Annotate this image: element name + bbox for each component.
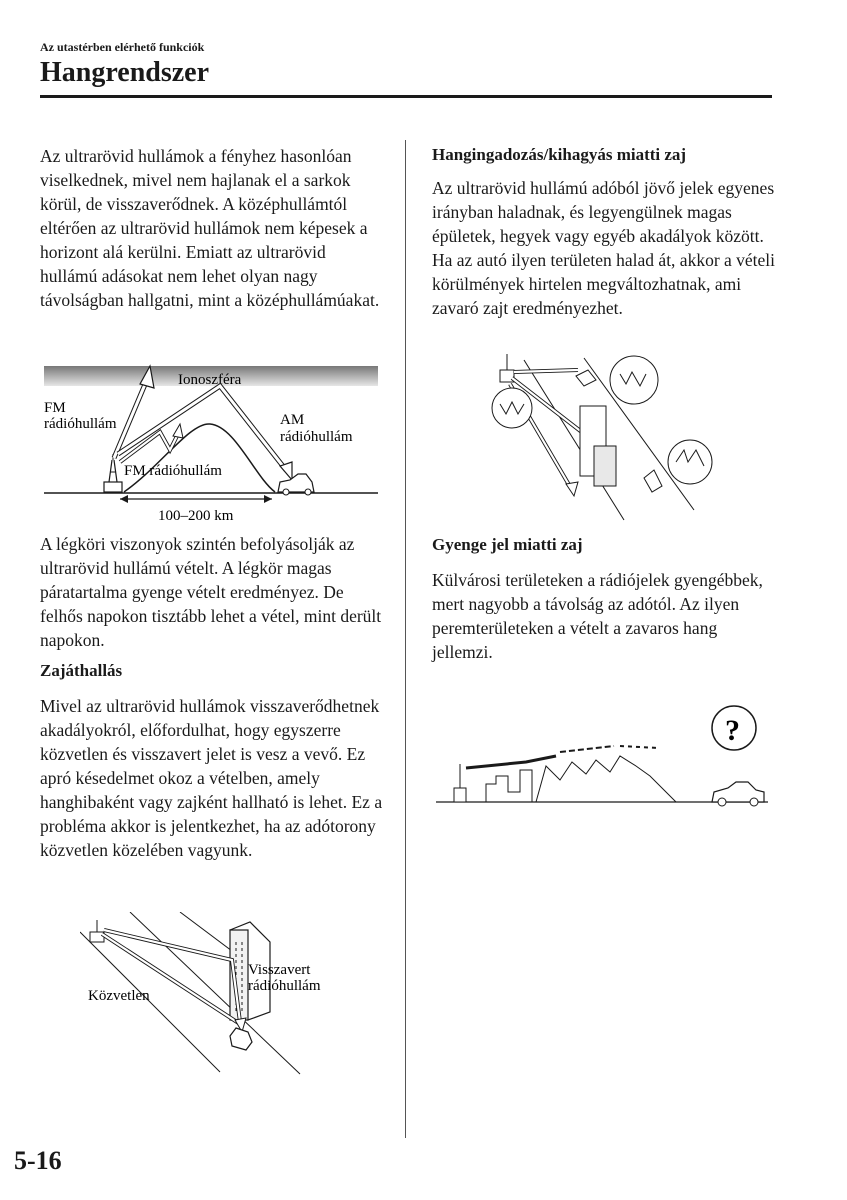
section-label: Az utastérben elérhető funkciók bbox=[40, 40, 205, 54]
question-mark: ? bbox=[725, 714, 740, 747]
noise-bubble-icon-2 bbox=[492, 388, 532, 428]
car-icon bbox=[230, 1028, 252, 1050]
am-wave-label-line1: AM bbox=[280, 412, 305, 428]
intro-paragraph: Az ultrarövid hullámok a fényhez hasonlóan viselkednek, mivel nem hajlanak el a sarkok körül, de visszaverődnek. A középhullámtól eltérően az ultrarövid hullámok nem képesek a horizont alá kerülni. Emiatt az ultrarövid hullámú adásokat nem lehet olyan nagy távolságban hallgatni, mint a középhullámúakat. bbox=[40, 146, 380, 310]
noise-heading: Zajáthallás bbox=[40, 661, 123, 680]
transmitter-tower-icon bbox=[90, 920, 104, 942]
fading-paragraph: Az ultrarövid hullámú adóból jövő jelek egyenes irányban haladnak, és legyengülnek magas épületek, hegyek vagy egyéb akadályok között. Ha az autó ilyen területen halad át, akkor a vételi körülmények hirtelen megváltozhatnak, ami zavaró zajt eredményezhet. bbox=[432, 178, 776, 318]
atmosphere-paragraph: A légköri viszonyok szintén befolyásolják az ultrarövid hullámú vételt. A légkör magas páratartalma gyenge vételt eredményez. De felhős napokon tisztább lehet a vétel, mint derült napokon. bbox=[40, 534, 382, 650]
noise-burst-icon bbox=[668, 440, 712, 484]
weak-signal-heading: Gyenge jel miatti zaj bbox=[432, 535, 583, 554]
header-rule bbox=[40, 95, 772, 98]
fm-wave-label-line2: rádióhullám bbox=[44, 416, 117, 432]
multipath-figure bbox=[80, 912, 340, 1082]
transmitter-tower-icon bbox=[104, 454, 122, 492]
fm-wave-lower-label: FM rádióhullám bbox=[124, 463, 222, 479]
distance-label: 100–200 km bbox=[158, 508, 234, 524]
fm-am-propagation-figure bbox=[40, 362, 380, 527]
car-icon bbox=[278, 474, 314, 495]
ionosphere-label: Ionoszféra bbox=[178, 372, 242, 388]
transmitter-tower-icon bbox=[500, 354, 514, 382]
direct-label: Közvetlen bbox=[88, 988, 150, 1004]
car-icon bbox=[712, 782, 764, 806]
car-icon bbox=[576, 370, 596, 386]
am-wave-label-line2: rádióhullám bbox=[280, 429, 353, 445]
noise-bubble-icon bbox=[610, 356, 658, 404]
fading-figure bbox=[484, 350, 724, 525]
building-icon bbox=[580, 406, 616, 486]
fading-heading: Hangingadozás/kihagyás miatti zaj bbox=[432, 145, 687, 164]
weak-signal-paragraph: Külvárosi területeken a rádiójelek gyengébbek, mert nagyobb a távolság az adótól. Az ilyen peremterületeken a vételt a zavaros hang jellemzi. bbox=[432, 570, 763, 662]
weak-signal-figure bbox=[436, 700, 772, 810]
multipath-paragraph: Mivel az ultrarövid hullámok visszaverődhetnek akadályokról, előfordulhat, hogy egyszerre közvetlen és visszavert jelet is vesz a vevő. Ez apró késedelmet okoz a vételben, amely hanghibaként vagy zajként hallható is lehet. Ez a probléma akkor is jelentkezhet, ha az adótorony közvetlen közelében vagyunk. bbox=[40, 696, 383, 860]
page-title: Hangrendszer bbox=[40, 57, 210, 88]
page-number: 5-16 bbox=[14, 1146, 62, 1175]
column-divider bbox=[405, 140, 406, 1138]
fm-wave-label-line1: FM bbox=[44, 400, 66, 416]
reflected-label-line2: rádióhullám bbox=[248, 978, 321, 994]
car-icon-2 bbox=[644, 470, 662, 492]
reflected-label-line1: Visszavert bbox=[248, 962, 311, 978]
transmitter-tower-icon bbox=[454, 764, 466, 802]
